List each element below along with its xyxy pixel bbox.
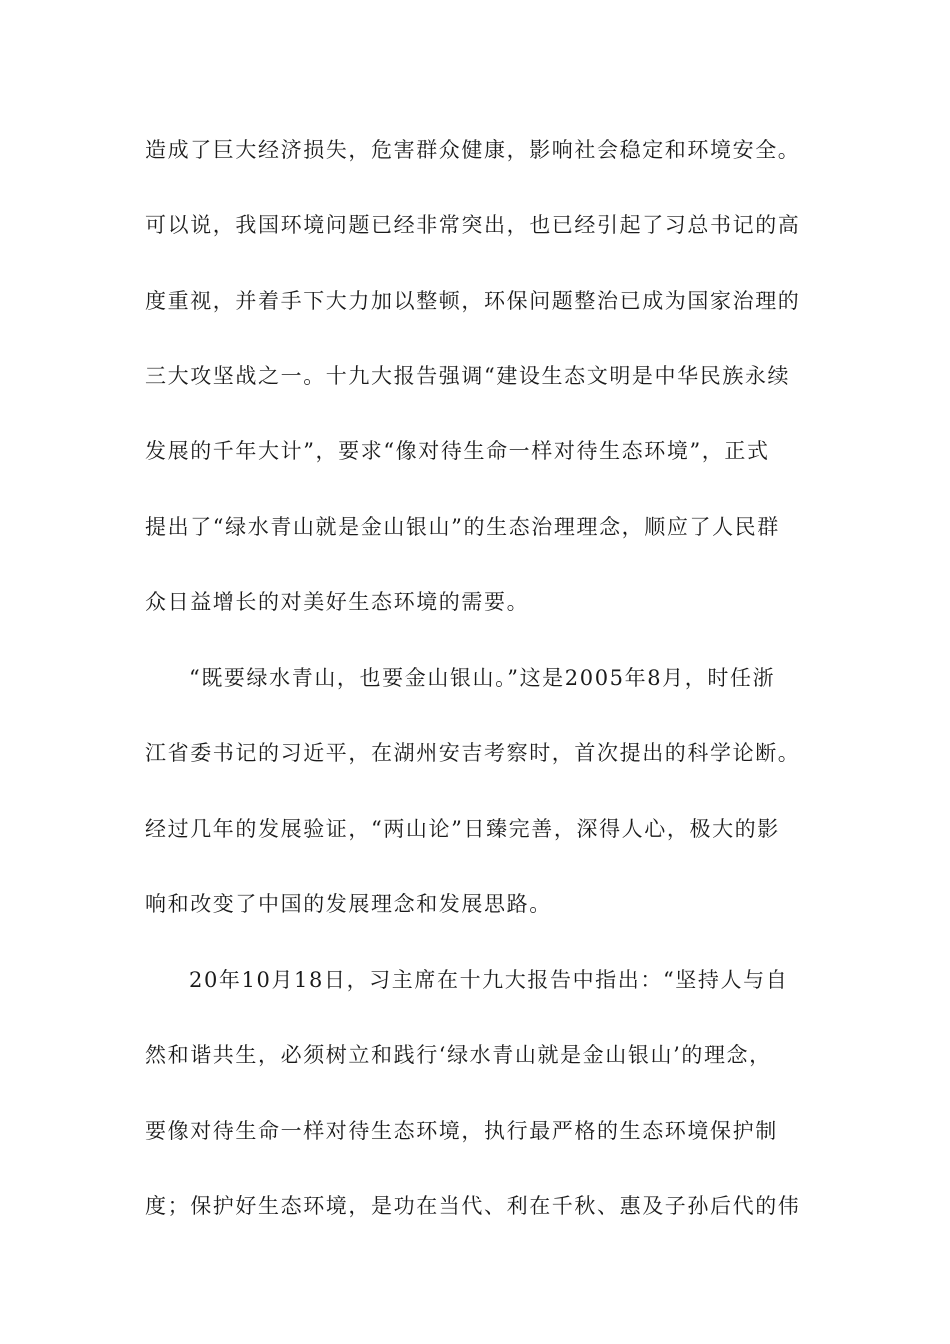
- paragraph-first-line: 20年10月18日，习主席在十九大报告中指出：“坚持人与自: [189, 968, 789, 992]
- text-line: 度重视，并着手下大力加以整顿，环保问题整治已成为国家治理的: [145, 289, 801, 313]
- text-line: 然和谐共生，必须树立和践行‘绿水青山就是金山银山’的理念，: [145, 1043, 772, 1067]
- text-line: 三大攻坚战之一。十九大报告强调“建设生态文明是中华民族永续: [145, 364, 791, 388]
- text-line: 要像对待生命一样对待生态环境，执行最严格的生态环境保护制: [145, 1119, 778, 1143]
- text-line: 响和改变了中国的发展理念和发展思路。: [145, 892, 552, 916]
- paragraph-first-line: “既要绿水青山，也要金山银山。”这是2005年8月，时任浙: [189, 666, 776, 690]
- text-line: 度；保护好生态环境，是功在当代、利在千秋、惠及子孙后代的伟: [145, 1194, 801, 1218]
- text-line: 造成了巨大经济损失，危害群众健康，影响社会稳定和环境安全。: [145, 138, 801, 162]
- text-line: 提出了“绿水青山就是金山银山”的生态治理理念，顺应了人民群: [145, 515, 780, 539]
- text-line: 江省委书记的习近平，在湖州安吉考察时，首次提出的科学论断。: [145, 741, 801, 765]
- text-line: 发展的千年大计”，要求“像对待生命一样对待生态环境”，正式: [145, 439, 770, 463]
- text-line: 可以说，我国环境问题已经非常突出，也已经引起了习总书记的高: [145, 213, 801, 237]
- text-line: 众日益增长的对美好生态环境的需要。: [145, 590, 530, 614]
- text-line: 经过几年的发展验证，“两山论”日臻完善，深得人心，极大的影: [145, 817, 780, 841]
